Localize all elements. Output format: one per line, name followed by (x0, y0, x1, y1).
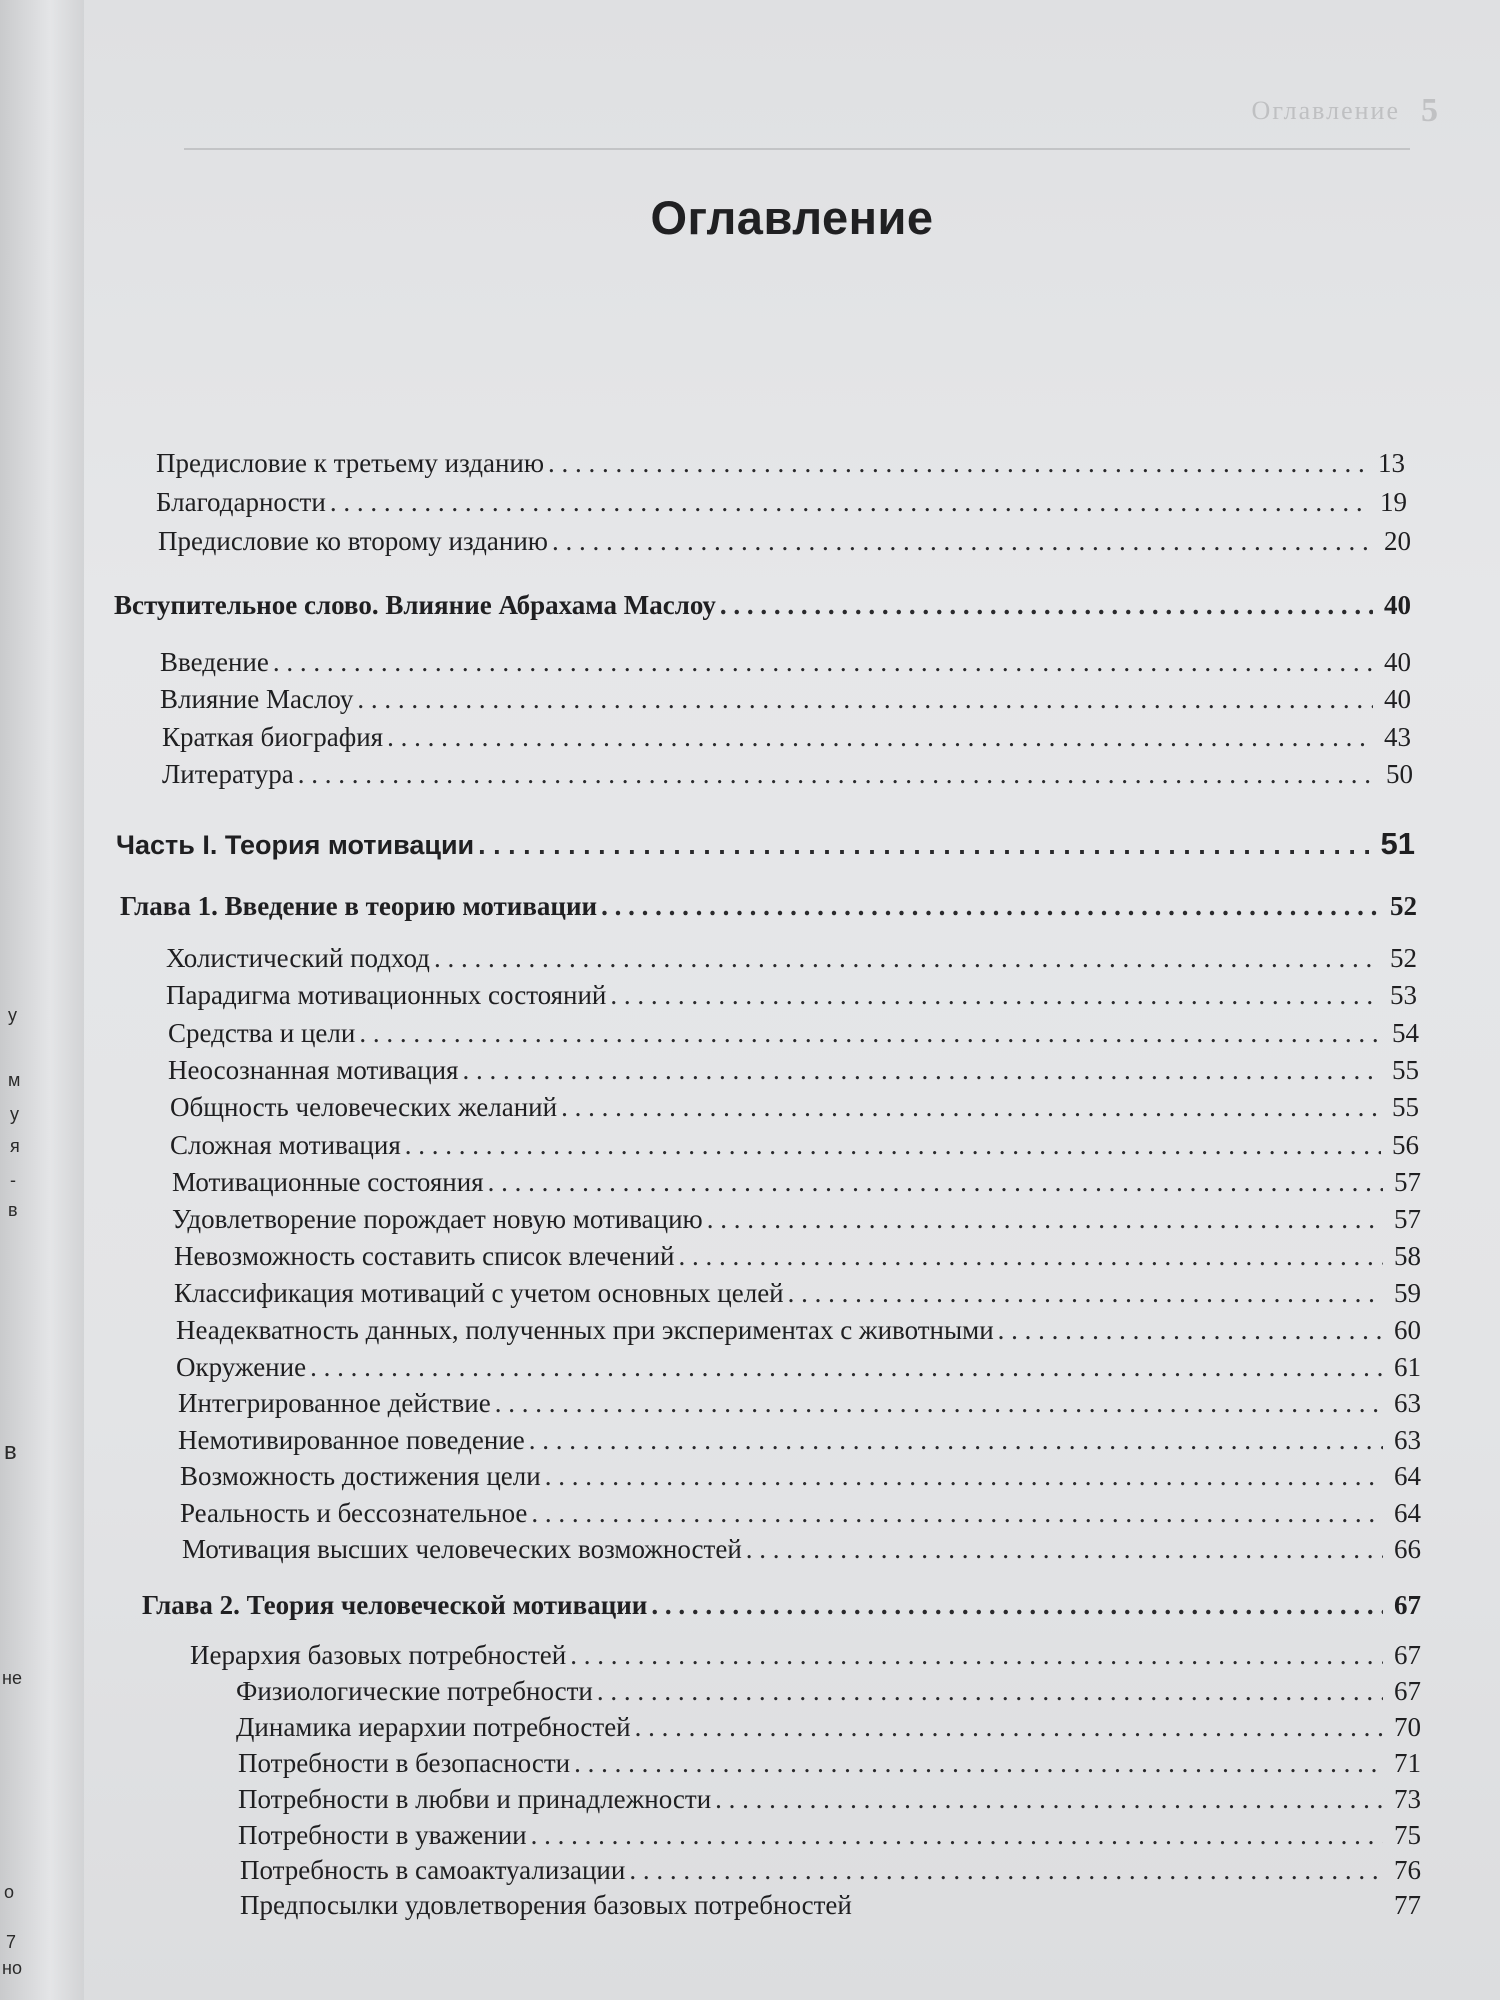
toc-chapter-page: 52 (1390, 891, 1417, 921)
toc-part-label: Часть I. Теория мотивации (116, 830, 475, 860)
toc-entry-label: Влияние Маслоу (160, 684, 354, 714)
toc-entry-label: Невозможность составить список влечений (174, 1241, 675, 1271)
toc-entry-label: Потребности в уважении (238, 1820, 527, 1850)
leader-dots (788, 1278, 1383, 1309)
toc-section-entry[interactable] (190, 1640, 1421, 1671)
toc-entry-page: 66 (1394, 1534, 1421, 1564)
toc-entry-label: Возможность достижения цели (180, 1461, 541, 1491)
toc-entry[interactable] (182, 1534, 1421, 1565)
toc-entry-page: 64 (1394, 1498, 1421, 1528)
toc-entry[interactable] (166, 980, 1417, 1011)
margin-fragment: о (4, 1882, 15, 1902)
toc-entry-label: Мотивационные состояния (172, 1167, 484, 1197)
leader-dots (495, 1388, 1383, 1419)
toc-entry-page: 77 (1394, 1890, 1421, 1920)
toc-entry-label: Потребность в самоактуализации (240, 1855, 626, 1885)
toc-entry-page: 76 (1394, 1855, 1421, 1885)
leader-dots (746, 1534, 1383, 1565)
leader-dots (357, 684, 1373, 715)
leader-dots (545, 1461, 1383, 1492)
toc-subsection-entry[interactable] (238, 1784, 1421, 1815)
toc-entry[interactable] (180, 1498, 1421, 1529)
toc-entry[interactable] (162, 759, 1413, 790)
toc-entry-page: 53 (1390, 980, 1417, 1010)
toc-entry-label: Потребности в любви и принадлежности (238, 1784, 712, 1814)
toc-entry-label: Средства и цели (168, 1018, 356, 1048)
toc-entry-label: Немотивированное поведение (178, 1425, 525, 1455)
leader-dots (529, 1425, 1383, 1456)
toc-entry[interactable] (178, 1388, 1421, 1419)
toc-entry-label: Физиологические потребности (236, 1676, 593, 1706)
leader-dots (610, 980, 1379, 1011)
toc-entry-label: Общность человеческих желаний (170, 1092, 558, 1122)
leader-dots (715, 1784, 1383, 1815)
toc-entry[interactable] (170, 1092, 1419, 1123)
toc-entry[interactable] (176, 1352, 1421, 1383)
toc-entry-page: 60 (1394, 1315, 1421, 1345)
toc-chapter-label: Глава 2. Теория человеческой мотивации (142, 1590, 648, 1620)
leader-dots (570, 1640, 1383, 1671)
header-rule (184, 148, 1410, 150)
toc-entry-label: Реальность и бессознательное (180, 1498, 528, 1528)
toc-entry-page: 63 (1394, 1425, 1421, 1455)
toc-entry-label: Парадигма мотивационных состояний (166, 980, 607, 1010)
toc-entry-label: Предисловие к третьему изданию (156, 448, 545, 478)
leader-dots (298, 759, 1375, 790)
leader-dots (629, 1855, 1383, 1886)
leader-dots (434, 943, 1379, 974)
margin-fragment: 7 (6, 1932, 17, 1952)
toc-entry-page: 57 (1394, 1167, 1421, 1197)
toc-entry-label: Классификация мотиваций с учетом основных целей (174, 1278, 784, 1308)
leader-dots (601, 891, 1379, 922)
toc-section-page: 67 (1394, 1640, 1421, 1670)
toc-entry-label: Благодарности (156, 487, 326, 517)
toc-entry-page: 61 (1394, 1352, 1421, 1382)
toc-chapter-entry[interactable] (114, 590, 1411, 621)
toc-entry-page: 73 (1394, 1784, 1421, 1814)
toc-chapter-entry[interactable] (142, 1590, 1421, 1621)
toc-section-label: Иерархия базовых потребностей (190, 1640, 567, 1670)
toc-entry-label: Сложная мотивация (170, 1130, 401, 1160)
margin-fragment: м (8, 1070, 21, 1090)
toc-entry-label: Введение (160, 647, 269, 677)
toc-entry-page: 63 (1394, 1388, 1421, 1418)
toc-entry[interactable] (156, 448, 1405, 479)
toc-entry-label: Мотивация высших человеческих возможностей (182, 1534, 742, 1564)
toc-entry-page: 50 (1386, 759, 1413, 789)
toc-entry[interactable] (174, 1278, 1421, 1309)
toc-entry-page: 54 (1392, 1018, 1419, 1048)
margin-fragment: у (8, 1005, 17, 1025)
facing-page-edge (0, 0, 84, 2000)
margin-fragment: но (2, 1958, 22, 1978)
toc-entry-label: Удовлетворение порождает новую мотивацию (172, 1204, 703, 1234)
toc-entry-page: 52 (1390, 943, 1417, 973)
toc-entry-page: 56 (1392, 1130, 1419, 1160)
leader-dots (531, 1820, 1383, 1851)
toc-entry-page: 58 (1394, 1241, 1421, 1271)
leader-dots (310, 1352, 1383, 1383)
toc-entry[interactable] (172, 1204, 1421, 1235)
toc-entry-page: 67 (1394, 1676, 1421, 1706)
toc-entry-label: Потребности в безопасности (238, 1748, 571, 1778)
toc-entry-label: Предпосылки удовлетворения базовых потребностей (240, 1890, 852, 1920)
toc-entry-page: 59 (1394, 1278, 1421, 1308)
leader-dots (330, 487, 1369, 518)
leader-dots (707, 1204, 1383, 1235)
toc-subsection-entry[interactable] (238, 1820, 1421, 1851)
toc-entry-page: 13 (1378, 448, 1405, 478)
leader-dots (478, 830, 1376, 861)
toc-entry-page: 75 (1394, 1820, 1421, 1850)
toc-entry-label: Неадекватность данных, полученных при экспериментах с животными (176, 1315, 994, 1345)
toc-subsection-entry[interactable] (236, 1712, 1421, 1743)
leader-dots (597, 1676, 1383, 1707)
leader-dots (488, 1167, 1383, 1198)
toc-subsection-entry[interactable] (238, 1748, 1421, 1779)
toc-subsection-entry[interactable] (240, 1855, 1421, 1886)
toc-entry-page: 57 (1394, 1204, 1421, 1234)
toc-entry-page: 55 (1392, 1092, 1419, 1122)
margin-fragment: у (10, 1104, 19, 1124)
toc-chapter-label: Вступительное слово. Влияние Абрахама Маслоу (114, 590, 716, 620)
toc-entry[interactable] (166, 943, 1417, 974)
toc-chapter-entry[interactable] (120, 891, 1417, 922)
leader-dots (720, 590, 1373, 621)
toc-entry[interactable] (172, 1167, 1421, 1198)
toc-entry[interactable] (160, 684, 1411, 715)
margin-fragment: - (10, 1170, 16, 1190)
toc-entry[interactable] (178, 1425, 1421, 1456)
leader-dots (548, 448, 1367, 479)
toc-chapter-page: 67 (1394, 1590, 1421, 1620)
leader-dots (651, 1590, 1383, 1621)
toc-entry[interactable] (158, 526, 1411, 557)
margin-fragment: в (4, 1438, 17, 1465)
leader-dots (574, 1748, 1383, 1779)
running-header: Оглавление (1251, 96, 1400, 125)
leader-dots (462, 1055, 1381, 1086)
leader-dots (387, 722, 1373, 753)
toc-entry-page: 43 (1384, 722, 1411, 752)
toc-entry-page: 40 (1384, 647, 1411, 677)
leader-dots (273, 647, 1373, 678)
toc-part-page: 51 (1380, 826, 1415, 861)
toc-entry[interactable] (170, 1130, 1419, 1161)
leader-dots (552, 526, 1373, 557)
leader-dots (561, 1092, 1381, 1123)
leader-dots (998, 1315, 1383, 1346)
toc-entry[interactable] (180, 1461, 1421, 1492)
leader-dots (359, 1018, 1381, 1049)
toc-entry-page: 70 (1394, 1712, 1421, 1742)
toc-subsection-entry[interactable] (236, 1676, 1421, 1707)
toc-chapter-page: 40 (1384, 590, 1411, 620)
leader-dots (405, 1130, 1381, 1161)
page-title: Оглавление (650, 191, 934, 244)
margin-fragment: не (2, 1668, 22, 1688)
toc-entry-page: 71 (1394, 1748, 1421, 1778)
toc-entry[interactable] (156, 487, 1407, 518)
toc-entry-page: 55 (1392, 1055, 1419, 1085)
toc-subsection-entry[interactable] (240, 1890, 1421, 1921)
toc-entry-page: 19 (1380, 487, 1407, 517)
toc-entry-page: 40 (1384, 684, 1411, 714)
toc-entry-label: Литература (162, 759, 294, 789)
toc-chapter-label: Глава 1. Введение в теорию мотивации (120, 891, 598, 921)
toc-entry-page: 64 (1394, 1461, 1421, 1491)
toc-entry[interactable] (162, 722, 1411, 753)
toc-entry-label: Интегрированное действие (178, 1388, 491, 1418)
toc-entry-label: Динамика иерархии потребностей (236, 1712, 631, 1742)
toc-entry[interactable] (168, 1055, 1419, 1086)
leader-dots (635, 1712, 1383, 1743)
toc-entry-label: Окружение (176, 1352, 307, 1382)
toc-entry-page: 20 (1384, 526, 1411, 556)
toc-part-entry[interactable] (116, 826, 1415, 862)
leader-dots (531, 1498, 1383, 1529)
page-number: 5 (1421, 92, 1438, 129)
toc-entry[interactable] (168, 1018, 1419, 1049)
toc-entry[interactable] (174, 1241, 1421, 1272)
toc-entry[interactable] (160, 647, 1411, 678)
toc-entry-label: Холистический подход (166, 943, 430, 973)
margin-fragment: в (8, 1200, 18, 1220)
margin-fragment: я (10, 1136, 20, 1156)
leader-dots (679, 1241, 1383, 1272)
toc-entry-label: Неосознанная мотивация (168, 1055, 459, 1085)
toc-entry[interactable] (176, 1315, 1421, 1346)
toc-entry-label: Предисловие ко второму изданию (158, 526, 548, 556)
toc-entry-label: Краткая биография (162, 722, 384, 752)
book-page (84, 0, 1500, 2000)
